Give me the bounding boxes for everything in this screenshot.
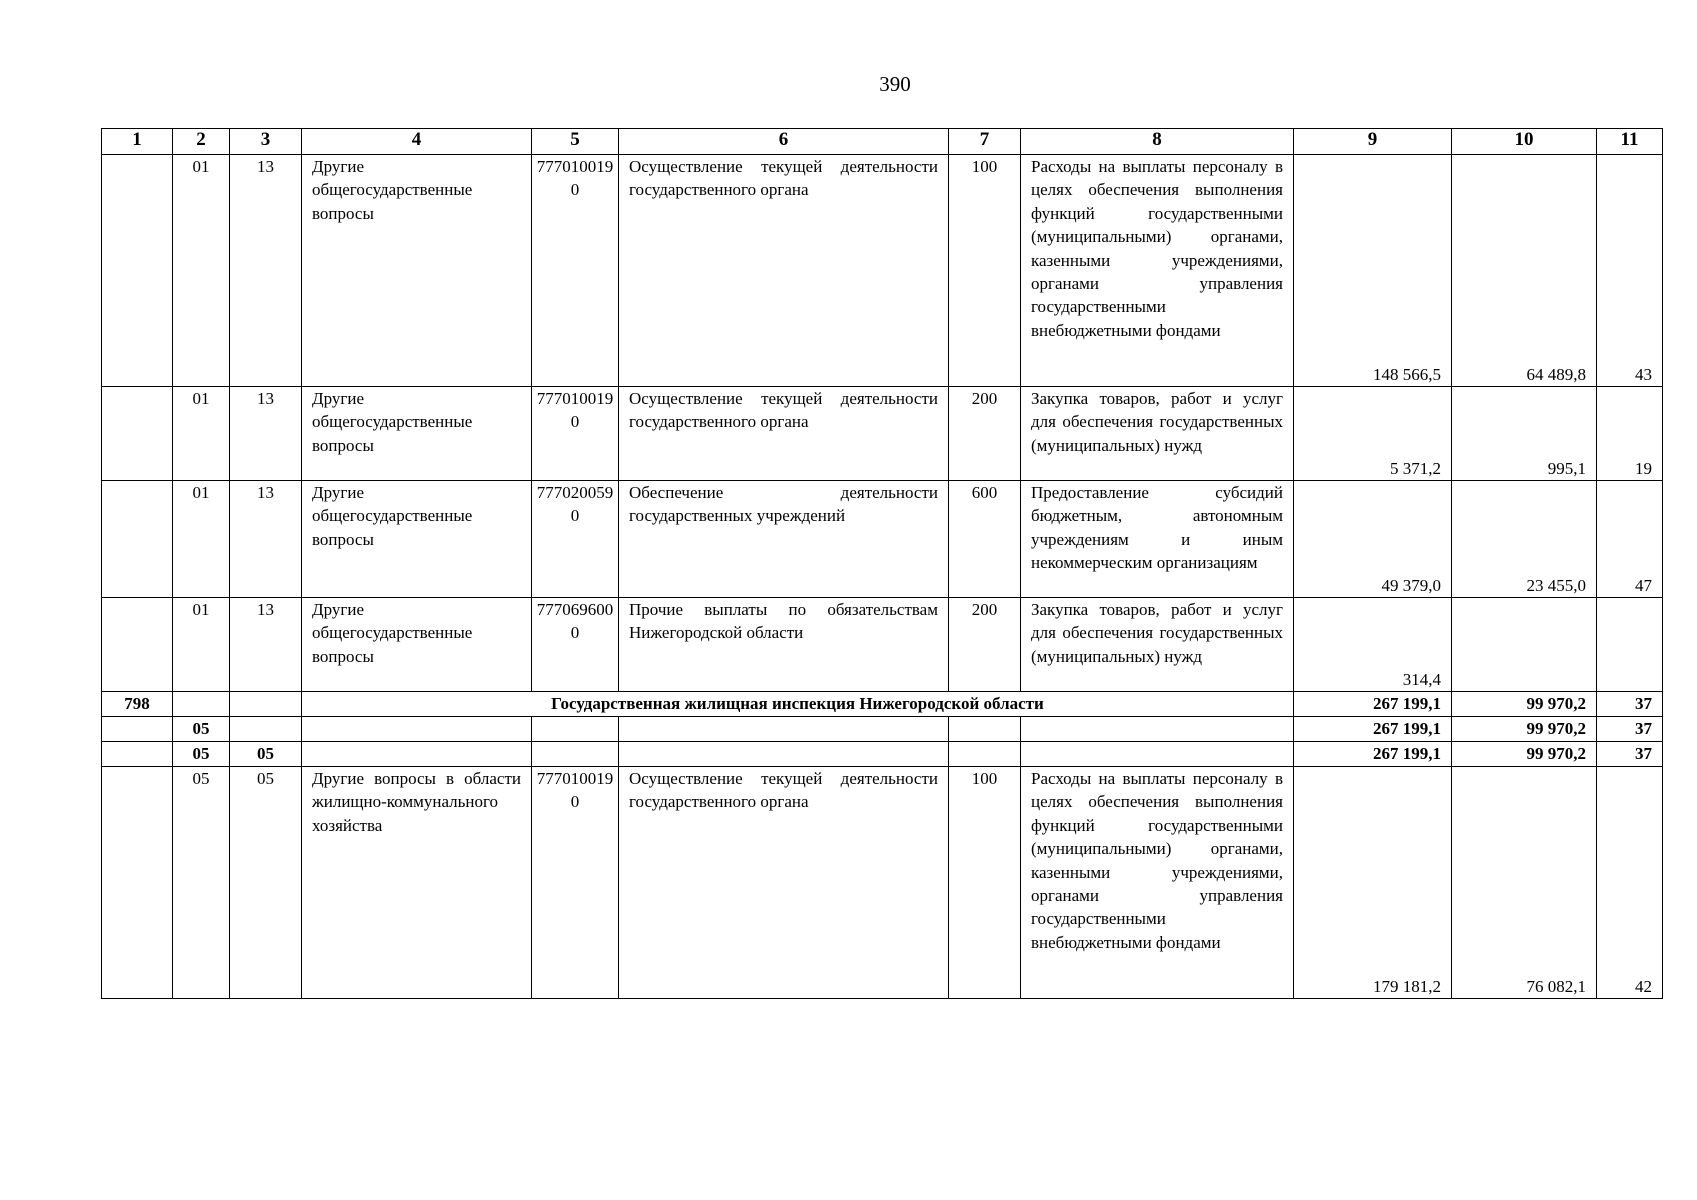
cell-section-name: Другие вопросы в области жилищно-коммунального хозяйства	[302, 767, 532, 999]
cell-section-name: Другие общегосударственные вопросы	[302, 387, 532, 481]
cell-target-name: Обеспечение деятельности государственных учреждений	[619, 481, 949, 598]
cell-expense-type: 100	[949, 767, 1021, 999]
cell-target-article	[532, 717, 619, 742]
cell-agency-code	[102, 767, 173, 999]
column-header: 1	[102, 129, 173, 155]
cell-subsection: 05	[230, 742, 302, 767]
cell-section: 01	[173, 598, 230, 692]
cell-target-article: 7770696000	[532, 598, 619, 692]
cell-expense-type: 200	[949, 598, 1021, 692]
cell-agency-code	[102, 387, 173, 481]
agency-total-row	[102, 692, 1663, 717]
column-header: 9	[1294, 129, 1452, 155]
cell-expense-name: Предоставление субсидий бюджетным, автономным учреждениям и иным некоммерческим организациям	[1021, 481, 1294, 598]
cell-agency-code	[102, 481, 173, 598]
cell-agency-code: 798	[102, 692, 173, 717]
cell-value-actual: 99 970,2	[1452, 742, 1597, 767]
cell-subsection: 05	[230, 767, 302, 999]
cell-expense-type: 100	[949, 155, 1021, 387]
cell-expense-type: 600	[949, 481, 1021, 598]
cell-section-name	[302, 742, 532, 767]
cell-target-article	[532, 742, 619, 767]
cell-expense-name: Закупка товаров, работ и услуг для обеспечения государственных (муниципальных) нужд	[1021, 387, 1294, 481]
cell-target-article: 7770100190	[532, 155, 619, 387]
cell-percent: 37	[1597, 717, 1663, 742]
cell-agency-code	[102, 742, 173, 767]
cell-section: 05	[173, 717, 230, 742]
cell-agency-code	[102, 598, 173, 692]
cell-expense-name: Закупка товаров, работ и услуг для обеспечения государственных (муниципальных) нужд	[1021, 598, 1294, 692]
cell-expense-type	[949, 717, 1021, 742]
agency-title: Государственная жилищная инспекция Нижегородской области	[302, 692, 1294, 717]
cell-target-article: 7770100190	[532, 767, 619, 999]
column-header: 11	[1597, 129, 1663, 155]
column-header: 4	[302, 129, 532, 155]
cell-subsection: 13	[230, 481, 302, 598]
budget-table	[101, 128, 1663, 999]
page-number: 390	[879, 72, 911, 96]
column-header: 8	[1021, 129, 1294, 155]
table-row	[102, 387, 1663, 481]
column-header-row	[102, 129, 1663, 155]
cell-agency-code	[102, 155, 173, 387]
cell-value-plan: 267 199,1	[1294, 742, 1452, 767]
column-header: 10	[1452, 129, 1597, 155]
cell-subsection	[230, 692, 302, 717]
section-total-row	[102, 717, 1663, 742]
cell-expense-name	[1021, 717, 1294, 742]
cell-percent: 19	[1597, 387, 1663, 481]
cell-expense-name	[1021, 742, 1294, 767]
cell-value-plan: 179 181,2	[1294, 767, 1452, 999]
cell-target-name	[619, 742, 949, 767]
cell-value-actual: 99 970,2	[1452, 717, 1597, 742]
cell-percent: 37	[1597, 742, 1663, 767]
cell-target-name: Прочие выплаты по обязательствам Нижегородской области	[619, 598, 949, 692]
cell-value-plan: 267 199,1	[1294, 692, 1452, 717]
cell-section-name: Другие общегосударственные вопросы	[302, 481, 532, 598]
cell-section: 05	[173, 742, 230, 767]
cell-target-article: 7770200590	[532, 481, 619, 598]
cell-value-actual: 995,1	[1452, 387, 1597, 481]
cell-section: 05	[173, 767, 230, 999]
cell-section-name: Другие общегосударственные вопросы	[302, 598, 532, 692]
cell-section: 01	[173, 481, 230, 598]
column-header: 7	[949, 129, 1021, 155]
cell-expense-name: Расходы на выплаты персоналу в целях обеспечения выполнения функций государственными (муниципальными) органами, казенными учреждениями, органами управления государственными внебюджетными фондами	[1021, 767, 1294, 999]
cell-target-name: Осуществление текущей деятельности государственного органа	[619, 767, 949, 999]
cell-value-actual: 76 082,1	[1452, 767, 1597, 999]
cell-value-plan: 49 379,0	[1294, 481, 1452, 598]
cell-subsection	[230, 717, 302, 742]
cell-value-actual: 23 455,0	[1452, 481, 1597, 598]
table-row	[102, 155, 1663, 387]
cell-value-plan: 314,4	[1294, 598, 1452, 692]
cell-percent: 43	[1597, 155, 1663, 387]
cell-percent: 42	[1597, 767, 1663, 999]
cell-section-name: Другие общегосударственные вопросы	[302, 155, 532, 387]
cell-value-plan: 267 199,1	[1294, 717, 1452, 742]
column-header: 5	[532, 129, 619, 155]
cell-section: 01	[173, 387, 230, 481]
subsection-total-row	[102, 742, 1663, 767]
cell-agency-code	[102, 717, 173, 742]
cell-percent: 37	[1597, 692, 1663, 717]
cell-section-name	[302, 717, 532, 742]
column-header: 2	[173, 129, 230, 155]
cell-percent: 47	[1597, 481, 1663, 598]
table-row	[102, 481, 1663, 598]
cell-expense-type: 200	[949, 387, 1021, 481]
cell-value-actual: 64 489,8	[1452, 155, 1597, 387]
cell-subsection: 13	[230, 155, 302, 387]
cell-expense-name: Расходы на выплаты персоналу в целях обеспечения выполнения функций государственными (муниципальными) органами, казенными учреждениями, органами управления государственными внебюджетными фондами	[1021, 155, 1294, 387]
table-row	[102, 767, 1663, 999]
column-header: 3	[230, 129, 302, 155]
cell-target-article: 7770100190	[532, 387, 619, 481]
column-header: 6	[619, 129, 949, 155]
cell-section: 01	[173, 155, 230, 387]
cell-value-plan: 148 566,5	[1294, 155, 1452, 387]
cell-percent	[1597, 598, 1663, 692]
cell-value-actual: 99 970,2	[1452, 692, 1597, 717]
cell-section	[173, 692, 230, 717]
cell-target-name: Осуществление текущей деятельности государственного органа	[619, 155, 949, 387]
cell-target-name: Осуществление текущей деятельности государственного органа	[619, 387, 949, 481]
cell-target-name	[619, 717, 949, 742]
table-row	[102, 598, 1663, 692]
cell-subsection: 13	[230, 598, 302, 692]
cell-expense-type	[949, 742, 1021, 767]
cell-subsection: 13	[230, 387, 302, 481]
cell-value-plan: 5 371,2	[1294, 387, 1452, 481]
cell-value-actual	[1452, 598, 1597, 692]
